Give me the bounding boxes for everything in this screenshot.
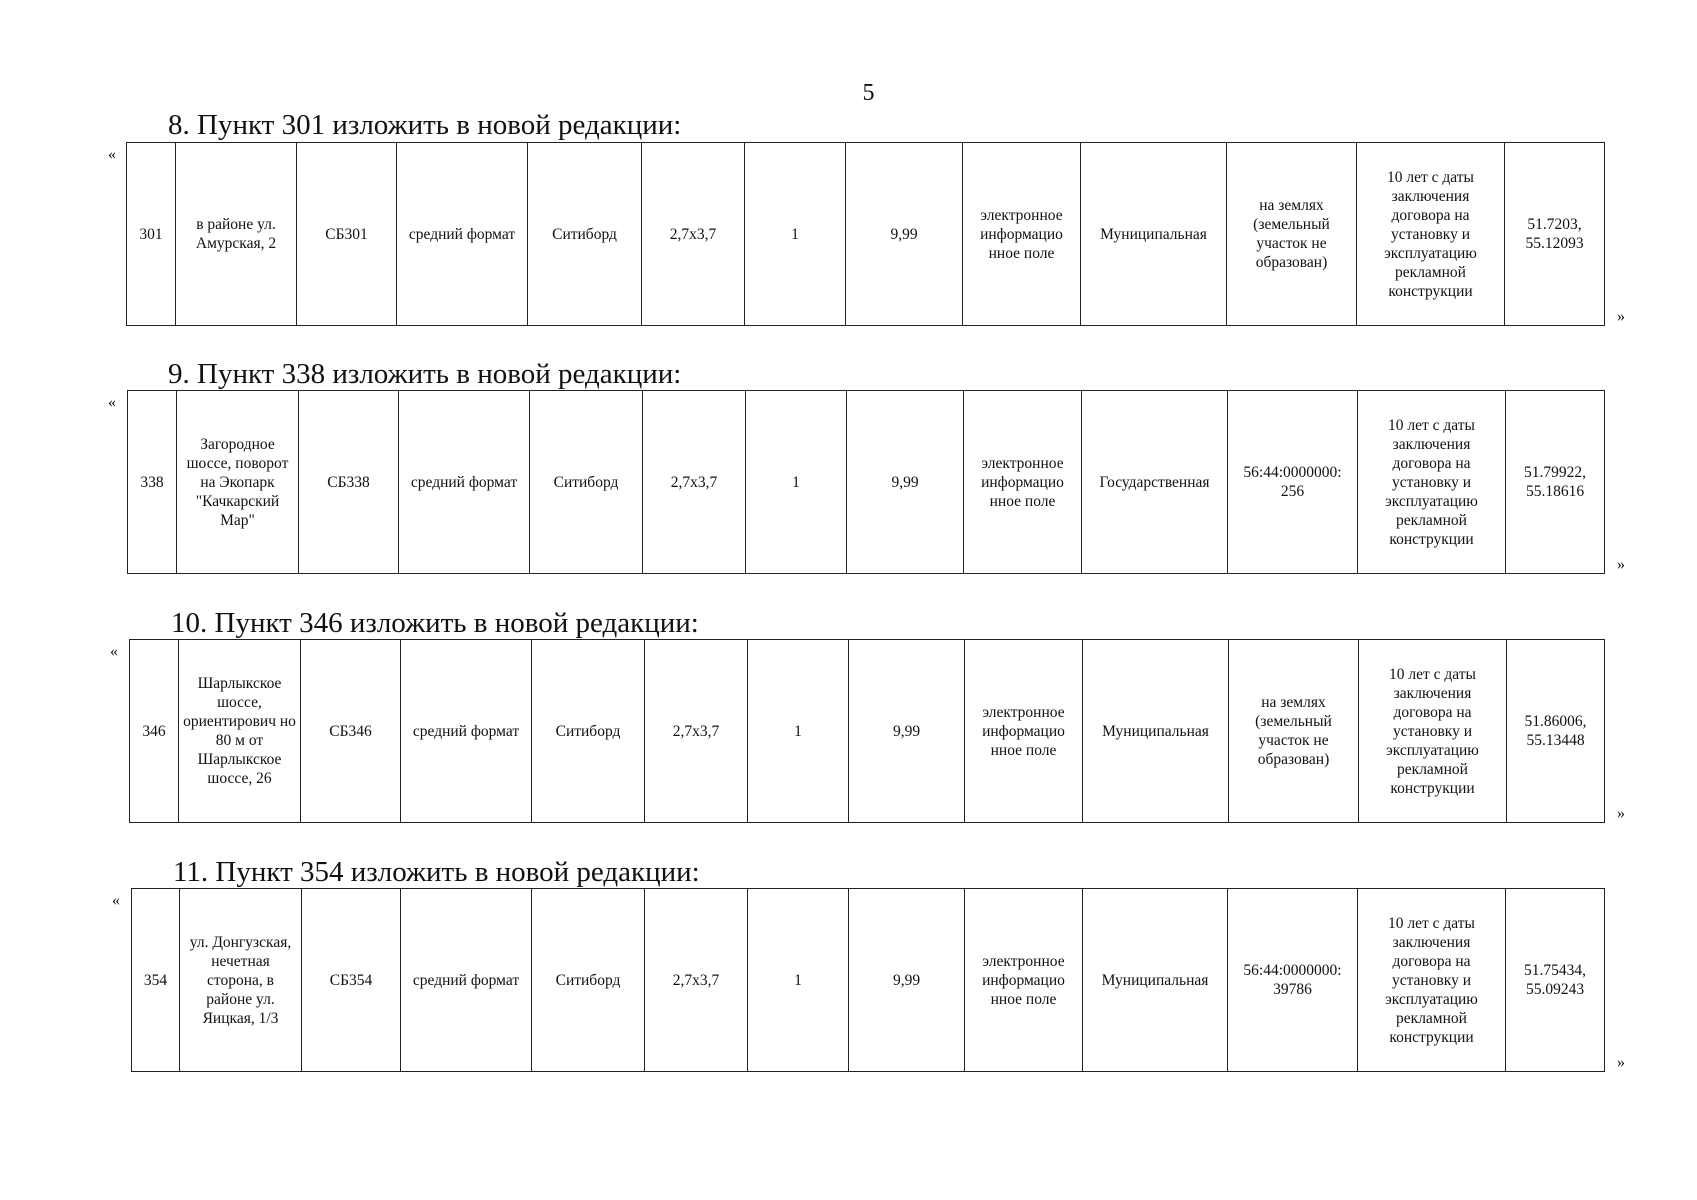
cell-item-number: 301	[127, 143, 176, 326]
cell-code: СБ338	[299, 391, 399, 574]
opening-quote: «	[112, 892, 120, 909]
placement-table	[129, 639, 1605, 823]
cell-coordinates: 51.75434, 55.09243	[1506, 889, 1605, 1072]
cell-area: 9,99	[849, 640, 965, 823]
cell-type: Ситиборд	[530, 391, 643, 574]
opening-quote: «	[110, 643, 118, 660]
cell-term: 10 лет с даты заключения договора на установку и эксплуатацию рекламной конструкции	[1359, 640, 1507, 823]
cell-item-number: 354	[132, 889, 180, 1072]
cell-code: СБ346	[301, 640, 401, 823]
cell-ownership: Муниципальная	[1083, 640, 1229, 823]
placement-table	[131, 888, 1605, 1072]
cell-term: 10 лет с даты заключения договора на установку и эксплуатацию рекламной конструкции	[1357, 143, 1505, 326]
cell-cadastral: 56:44:0000000: 256	[1228, 391, 1358, 574]
cell-ownership: Муниципальная	[1081, 143, 1227, 326]
cell-format: средний формат	[401, 640, 532, 823]
cell-field-type: электронное информацио нное поле	[963, 143, 1081, 326]
cell-area: 9,99	[847, 391, 964, 574]
cell-coordinates: 51.86006, 55.13448	[1507, 640, 1605, 823]
cell-dimensions: 2,7х3,7	[642, 143, 745, 326]
cell-area: 9,99	[849, 889, 965, 1072]
cell-address: в районе ул. Амурская, 2	[176, 143, 297, 326]
cell-dimensions: 2,7х3,7	[645, 889, 748, 1072]
cell-term: 10 лет с даты заключения договора на установку и эксплуатацию рекламной конструкции	[1358, 391, 1506, 574]
cell-term: 10 лет с даты заключения договора на установку и эксплуатацию рекламной конструкции	[1358, 889, 1506, 1072]
cell-address: ул. Донгузская, нечетная сторона, в районе ул. Яицкая, 1/3	[180, 889, 302, 1072]
cell-item-number: 338	[128, 391, 177, 574]
page-number: 5	[862, 80, 875, 106]
cell-field-type: электронное информацио нное поле	[964, 391, 1082, 574]
closing-quote: »	[1617, 1054, 1625, 1071]
section-heading: 10. Пункт 346 изложить в новой редакции:	[171, 607, 699, 639]
cell-field-type: электронное информацио нное поле	[965, 640, 1083, 823]
cell-sides: 1	[748, 889, 849, 1072]
cell-ownership: Муниципальная	[1083, 889, 1228, 1072]
table-row	[130, 640, 1605, 823]
cell-type: Ситиборд	[528, 143, 642, 326]
cell-dimensions: 2,7х3,7	[645, 640, 748, 823]
cell-address: Загородное шоссе, поворот на Экопарк "Качкарский Мар"	[177, 391, 299, 574]
closing-quote: »	[1617, 805, 1625, 822]
cell-format: средний формат	[399, 391, 530, 574]
cell-type: Ситиборд	[532, 889, 645, 1072]
cell-format: средний формат	[401, 889, 532, 1072]
placement-table	[126, 142, 1605, 326]
section-heading: 11. Пункт 354 изложить в новой редакции:	[173, 856, 700, 888]
closing-quote: »	[1617, 556, 1625, 573]
cell-field-type: электронное информацио нное поле	[965, 889, 1083, 1072]
cell-code: СБ354	[302, 889, 401, 1072]
section-heading: 9. Пункт 338 изложить в новой редакции:	[168, 358, 682, 390]
table-row	[127, 143, 1605, 326]
section-heading: 8. Пункт 301 изложить в новой редакции:	[168, 109, 682, 141]
opening-quote: «	[108, 146, 116, 163]
cell-type: Ситиборд	[532, 640, 645, 823]
cell-dimensions: 2,7х3,7	[643, 391, 746, 574]
cell-ownership: Государственная	[1082, 391, 1228, 574]
cell-address: Шарлыкское шоссе, ориентирович но 80 м от Шарлыкское шоссе, 26	[179, 640, 301, 823]
cell-code: СБ301	[297, 143, 397, 326]
cell-sides: 1	[746, 391, 847, 574]
opening-quote: «	[108, 394, 116, 411]
placement-table	[127, 390, 1605, 574]
cell-format: средний формат	[397, 143, 528, 326]
cell-item-number: 346	[130, 640, 179, 823]
closing-quote: »	[1617, 308, 1625, 325]
cell-cadastral: 56:44:0000000: 39786	[1228, 889, 1358, 1072]
cell-area: 9,99	[846, 143, 963, 326]
cell-cadastral: на землях (земельный участок не образован)	[1229, 640, 1359, 823]
cell-sides: 1	[748, 640, 849, 823]
table-row	[128, 391, 1605, 574]
table-row	[132, 889, 1605, 1072]
cell-cadastral: на землях (земельный участок не образован)	[1227, 143, 1357, 326]
cell-coordinates: 51.7203, 55.12093	[1505, 143, 1605, 326]
cell-sides: 1	[745, 143, 846, 326]
cell-coordinates: 51.79922, 55.18616	[1506, 391, 1605, 574]
